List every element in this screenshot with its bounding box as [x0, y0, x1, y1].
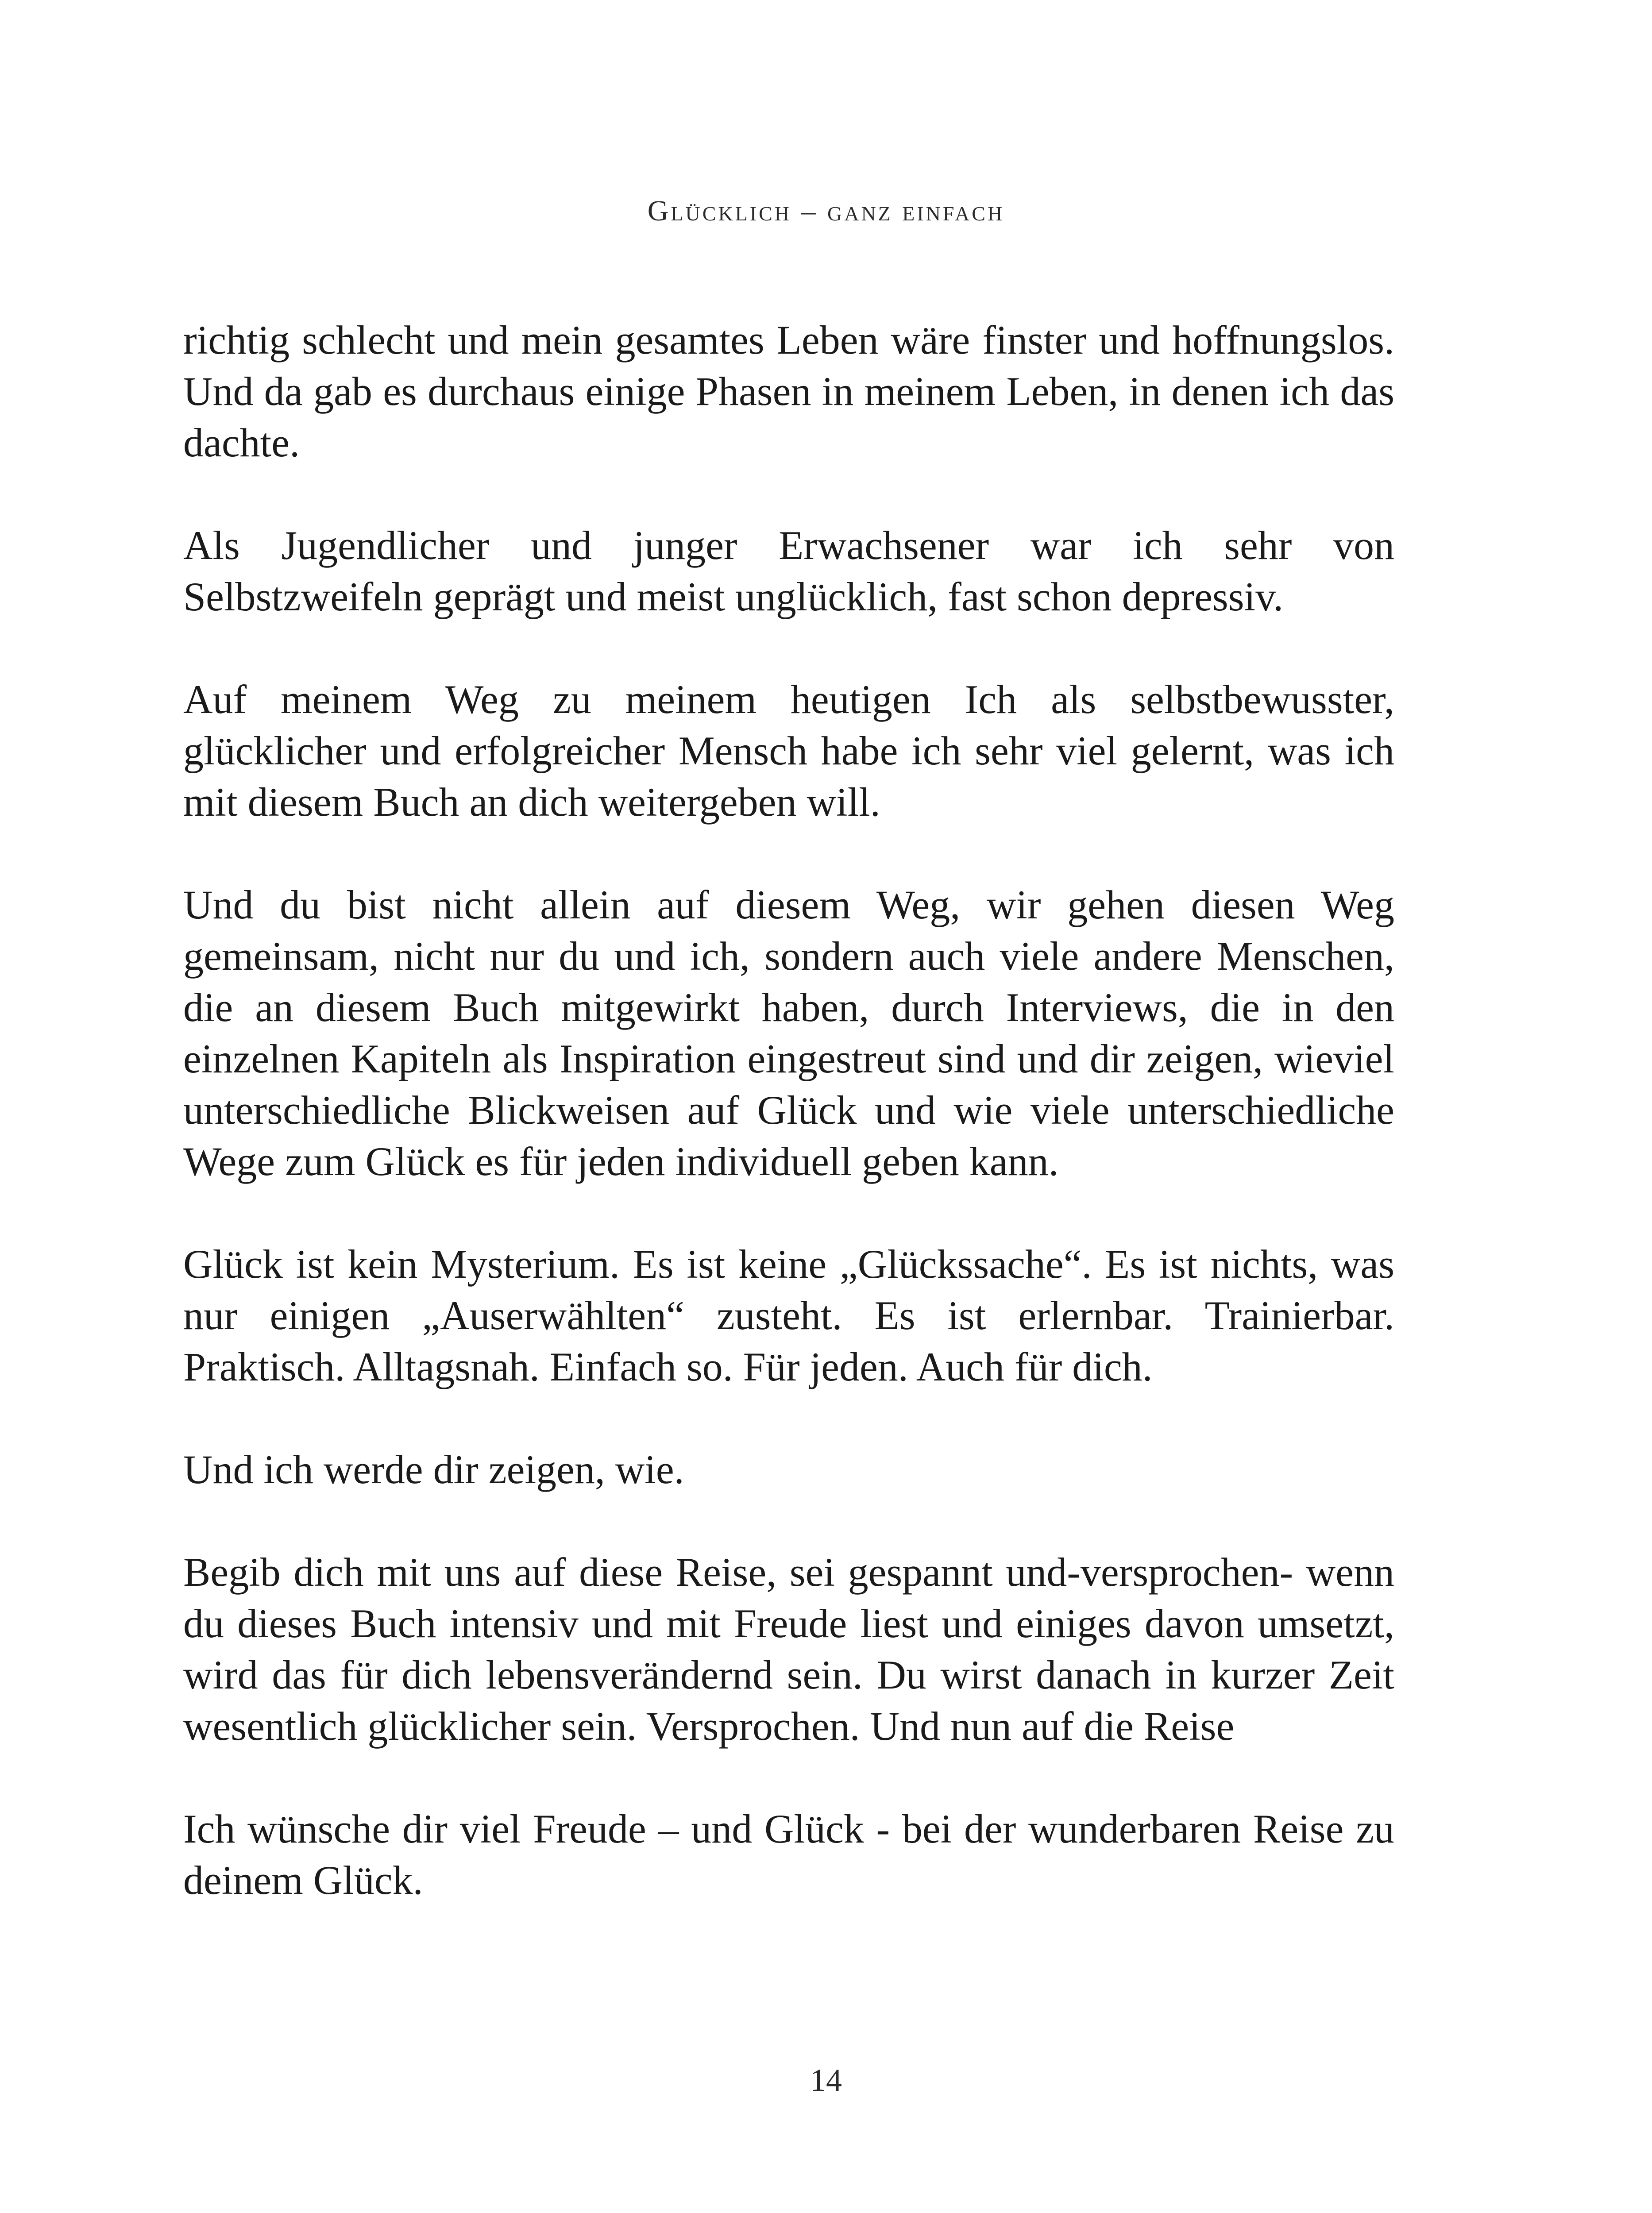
running-header: Glücklich – ganz einfach: [647, 195, 1005, 227]
paragraph: Glück ist kein Mysterium. Es ist keine „Glückssache“. Es ist nichts, was nur einigen „Auserwählten“ zusteht. Es ist erlernbar. Trainierbar. Praktisch. Alltagsnah. Einfach so. Für jeden. Auch für dich.: [183, 1241, 1394, 1389]
body-text: [183, 314, 1394, 1957]
paragraph: Ich wünsche dir viel Freude – und Glück - bei der wunderbaren Reise zu deinem Glück.: [183, 1806, 1394, 1903]
page-number: 14: [810, 2063, 842, 2098]
paragraph: Und du bist nicht allein auf diesem Weg, wir gehen diesen Weg gemeinsam, nicht nur du und ich, sondern auch viele andere Menschen, die an diesem Buch mitgewirkt haben, durch Interviews, die in den einzelnen Kapiteln als Inspiration eingestreut sind und dir zeigen, wieviel unterschiedliche Blickweisen auf Glück und wie viele unterschiedliche Wege zum Glück es für jeden individuell geben kann.: [183, 882, 1394, 1184]
paragraph: Als Jugendlicher und junger Erwachsener war ich sehr von Selbstzweifeln geprägt und meist unglücklich, fast schon depressiv.: [183, 523, 1394, 619]
paragraph: Auf meinem Weg zu meinem heutigen Ich als selbstbewusster, glücklicher und erfolgreicher Mensch habe ich sehr viel gelernt, was ich mit diesem Buch an dich weitergeben will.: [183, 677, 1394, 825]
paragraph: Begib dich mit uns auf diese Reise, sei gespannt und-versprochen- wenn du dieses Buch intensiv und mit Freude liest und einiges davon umsetzt, wird das für dich lebensverändernd sein. Du wirst danach in kurzer Zeit wesentlich glücklicher sein. Versprochen. Und nun auf die Reise: [183, 1550, 1394, 1749]
paragraph: richtig schlecht und mein gesamtes Leben wäre finster und hoffnungslos. Und da gab es durchaus einige Phasen in meinem Leben, in denen ich das dachte.: [183, 317, 1394, 465]
paragraph: Und ich werde dir zeigen, wie.: [183, 1447, 684, 1492]
